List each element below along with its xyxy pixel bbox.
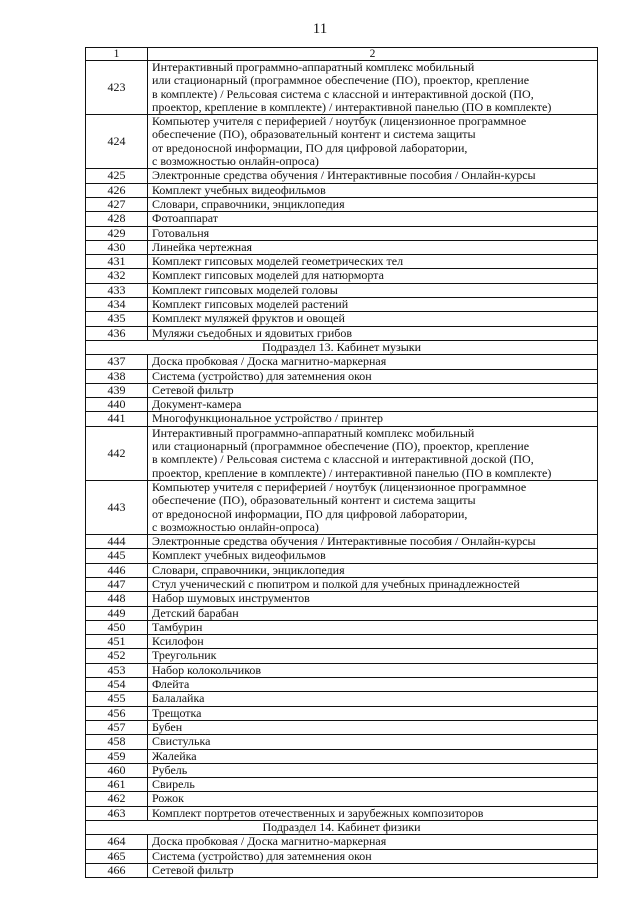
item-name [148,355,598,369]
item-number: 460 [86,763,148,777]
item-name-line: Жалейка [152,749,197,763]
item-name-line: Комплект учебных видеофильмов [152,183,326,197]
item-name-line: или стационарный (программное обеспечение (ПО), проектор, крепление [152,73,530,88]
item-name [148,863,598,877]
table-row [86,326,598,340]
table-row [86,749,598,763]
item-name-line: Комплект гипсовых моделей геометрических тел [152,254,404,269]
item-name-lines [152,750,597,763]
item-name-line: Комплект гипсовых моделей для натюрморта [152,268,384,283]
item-name-line: проектор, крепление в комплекте) / интерактивной панелью (ПО в комплекте) [152,99,552,114]
table-row [86,412,598,426]
item-number: 449 [86,606,148,620]
item-name-lines [152,298,597,311]
table-row [86,169,598,183]
item-name [148,735,598,749]
item-number: 466 [86,863,148,877]
item-number: 438 [86,369,148,383]
subsection-row [86,821,598,835]
table-row [86,115,598,169]
item-name-lines [152,764,597,777]
table-header-row [86,48,598,61]
item-number: 464 [86,835,148,849]
item-name-line: Свистулька [152,734,211,749]
page-number: 11 [312,21,328,37]
item-name [148,535,598,549]
item-name-lines [152,678,597,691]
item-name-line: Стул ученический с пюпитром и полкой для учебных принадлежностей [152,577,520,591]
item-name [148,398,598,412]
item-name-lines [152,481,597,534]
table-row [86,763,598,777]
item-name-lines [152,549,597,562]
item-name-lines [152,255,597,268]
item-name [148,312,598,326]
item-name [148,635,598,649]
item-name [148,183,598,197]
table-row [86,298,598,312]
table-row [86,283,598,297]
table-row [86,383,598,397]
item-name-line: Флейта [152,677,190,692]
table-row [86,355,598,369]
item-name-lines [152,792,597,805]
item-number: 457 [86,720,148,734]
item-name-line: Система (устройство) для затемнения окон [152,849,372,863]
item-name-line: проектор, крепление в комплекте) / интерактивной панелью (ПО в комплекте) [152,465,552,480]
item-number: 442 [86,426,148,480]
item-name [148,197,598,211]
item-name [148,269,598,283]
column-header-number: 1 [86,48,148,61]
item-number: 441 [86,412,148,426]
item-number: 425 [86,169,148,183]
item-name-line: Комплект портретов отечественных и зарубежных композиторов [152,806,484,820]
table-row [86,706,598,720]
table-row [86,792,598,806]
table-row [86,863,598,877]
item-name [148,549,598,563]
item-name [148,849,598,863]
item-name-line: Документ-камера [152,397,242,412]
item-number: 424 [86,115,148,169]
item-name-line: Компьютер учителя с периферией / ноутбук (лицензионное программное [152,114,527,129]
table-row [86,620,598,634]
item-name [148,649,598,663]
item-name-lines [152,564,597,577]
table-row [86,212,598,226]
item-name-line: Словари, справочники, энциклопедия [152,197,345,211]
item-name [148,226,598,240]
item-name-lines [152,370,597,383]
item-number: 458 [86,735,148,749]
item-name-lines [152,707,597,720]
subsection-row [86,340,598,354]
item-number: 447 [86,577,148,591]
item-number: 423 [86,61,148,115]
item-name-line: Свирель [152,777,195,792]
item-name-line: Треугольник [152,648,217,663]
item-name-lines [152,807,597,820]
item-name-lines [152,864,597,877]
item-number: 430 [86,240,148,254]
item-name-lines [152,198,597,211]
table-row [86,255,598,269]
item-name-lines [152,115,597,168]
item-name-line: Комплект гипсовых моделей головы [152,283,338,297]
item-number: 428 [86,212,148,226]
item-name [148,240,598,254]
item-name-line: Линейка чертежная [152,240,253,254]
item-name-lines [152,212,597,225]
item-name [148,620,598,634]
table-row [86,480,598,534]
table-row [86,549,598,563]
item-name [148,606,598,620]
table-row [86,398,598,412]
item-name [148,835,598,849]
item-number: 444 [86,535,148,549]
item-name [148,706,598,720]
item-number: 435 [86,312,148,326]
item-name-lines [152,61,597,114]
subsection-title: Подраздел 13. Кабинет музыки [86,340,598,354]
item-name [148,212,598,226]
item-name-line: или стационарный (программное обеспечение (ПО), проектор, крепление [152,439,530,454]
item-name-line: Электронные средства обучения / Интерактивные пособия / Онлайн-курсы [152,534,536,549]
table-row [86,806,598,820]
item-name-lines [152,327,597,340]
table-row [86,426,598,480]
item-name-lines [152,592,597,605]
item-name-line: Готовальня [152,226,210,240]
item-name-lines [152,312,597,325]
item-name-line: Бубен [152,720,183,734]
item-name-line: Комплект муляжей фруктов и овощей [152,311,345,326]
item-name-lines [152,269,597,282]
table-row [86,369,598,383]
item-number: 439 [86,383,148,397]
item-name-line: Ксилофон [152,634,204,649]
item-number: 427 [86,197,148,211]
item-name-lines [152,398,597,411]
table-row [86,606,598,620]
item-name-lines [152,692,597,705]
item-name-lines [152,384,597,397]
item-name-line: Словари, справочники, энциклопедия [152,563,345,577]
item-name-lines [152,778,597,791]
item-name-line: Фотоаппарат [152,211,219,226]
item-number: 436 [86,326,148,340]
item-name [148,169,598,183]
item-name [148,678,598,692]
item-name-line: обеспечение (ПО), образовательный контент и система защиты [152,493,476,508]
item-number: 446 [86,563,148,577]
item-name [148,383,598,397]
item-name-lines [152,427,597,480]
item-name [148,577,598,591]
item-name-lines [152,621,597,634]
item-name-lines [152,835,597,848]
item-name-line: Комплект учебных видеофильмов [152,548,326,563]
subsection-title: Подраздел 14. Кабинет физики [86,821,598,835]
item-name-line: от вредоносной информации, ПО для цифровой лаборатории, [152,506,468,521]
item-number: 451 [86,635,148,649]
item-name-line: Набор шумовых инструментов [152,591,310,606]
item-name-lines [152,412,597,425]
table-row [86,835,598,849]
table-row [86,735,598,749]
table-row [86,240,598,254]
item-number: 431 [86,255,148,269]
item-name [148,412,598,426]
item-name [148,792,598,806]
table-row [86,663,598,677]
table-row [86,535,598,549]
item-number: 463 [86,806,148,820]
item-name [148,720,598,734]
table-row [86,577,598,591]
table-row [86,183,598,197]
item-name-lines [152,664,597,677]
item-number: 452 [86,649,148,663]
item-name-lines [152,850,597,863]
table-row [86,312,598,326]
table-row [86,592,598,606]
item-name [148,298,598,312]
item-number: 462 [86,792,148,806]
item-number: 440 [86,398,148,412]
item-name [148,763,598,777]
item-name-lines [152,227,597,240]
item-name-line: Сетевой фильтр [152,383,234,397]
item-number: 465 [86,849,148,863]
item-name-line: Балалайка [152,691,205,706]
item-name-lines [152,241,597,254]
item-number: 445 [86,549,148,563]
item-name [148,778,598,792]
item-name-lines [152,184,597,197]
item-name [148,480,598,534]
item-number: 433 [86,283,148,297]
item-number: 450 [86,620,148,634]
item-name-line: Комплект гипсовых моделей растений [152,297,349,312]
table-row [86,778,598,792]
item-number: 461 [86,778,148,792]
item-name-line: Компьютер учителя с периферией / ноутбук (лицензионное программное [152,480,527,494]
item-name-lines [152,355,597,368]
item-name-line: Доска пробковая / Доска магнитно-маркерная [152,354,387,369]
table-row [86,692,598,706]
item-name-lines [152,284,597,297]
equipment-table [85,47,598,878]
item-name-line: Рубель [152,763,188,777]
item-name-line: Сетевой фильтр [152,863,234,877]
item-name [148,749,598,763]
item-name-lines [152,735,597,748]
item-name-line: обеспечение (ПО), образовательный контент и система защиты [152,127,476,142]
item-name-lines [152,649,597,662]
item-name [148,692,598,706]
item-name-lines [152,578,597,591]
item-name-line: Доска пробковая / Доска магнитно-маркерная [152,834,387,849]
item-name [148,283,598,297]
item-name-line: Электронные средства обучения / Интерактивные пособия / Онлайн-курсы [152,168,536,183]
item-number: 453 [86,663,148,677]
item-name-line: Многофункциональное устройство / принтер [152,411,383,426]
table-row [86,197,598,211]
table-row [86,563,598,577]
item-name-line: от вредоносной информации, ПО для цифровой лаборатории, [152,140,468,155]
item-number: 434 [86,298,148,312]
item-name [148,115,598,169]
item-name [148,255,598,269]
item-name-line: Интерактивный программно-аппаратный комплекс мобильный [152,60,475,74]
item-number: 456 [86,706,148,720]
item-name-line: Система (устройство) для затемнения окон [152,369,372,383]
item-name-line: в комплекте) / Рельсовая система с классной и интерактивной доской (ПО, [152,86,534,101]
item-number: 448 [86,592,148,606]
table-body [86,48,598,878]
item-name-line: Рожок [152,791,184,806]
item-name-lines [152,635,597,648]
item-name-line: Муляжи съедобных и ядовитых грибов [152,326,353,340]
table-row [86,649,598,663]
item-name-line: с возможностью онлайн-опроса) [152,519,319,534]
table-row [86,849,598,863]
item-name-line: Интерактивный программно-аппаратный комплекс мобильный [152,426,475,440]
item-name-line: в комплекте) / Рельсовая система с классной и интерактивной доской (ПО, [152,452,534,467]
item-name-line: Тамбурин [152,620,203,634]
item-name-line: Трещотка [152,706,202,720]
table-row [86,226,598,240]
item-number: 443 [86,480,148,534]
table-row [86,635,598,649]
item-name-line: Детский барабан [152,606,239,620]
item-name-line: с возможностью онлайн-опроса) [152,154,319,169]
item-number: 437 [86,355,148,369]
item-name [148,563,598,577]
item-name-line: Набор колокольчиков [152,663,262,677]
table-row [86,61,598,115]
item-name [148,806,598,820]
item-name-lines [152,535,597,548]
item-number: 455 [86,692,148,706]
item-name [148,592,598,606]
item-name [148,369,598,383]
item-name [148,663,598,677]
item-name [148,426,598,480]
item-name-lines [152,607,597,620]
table-row [86,678,598,692]
item-name-lines [152,169,597,182]
item-number: 426 [86,183,148,197]
item-number: 454 [86,678,148,692]
column-header-name: 2 [148,48,598,61]
item-name [148,61,598,115]
table-row [86,720,598,734]
table-row [86,269,598,283]
item-number: 429 [86,226,148,240]
item-number: 459 [86,749,148,763]
item-name [148,326,598,340]
item-name-lines [152,721,597,734]
item-number: 432 [86,269,148,283]
